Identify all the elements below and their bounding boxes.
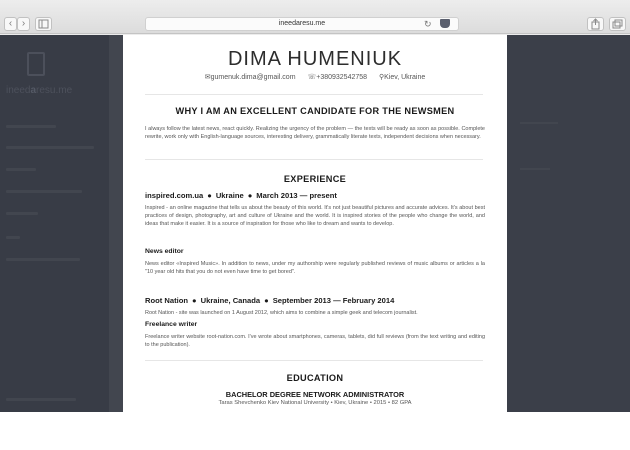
divider [145,360,483,361]
divider [145,159,483,160]
degree-title: BACHELOR DEGREE NETWORK ADMINISTRATOR [225,390,405,399]
resume-document [123,35,507,412]
job-role-text: Freelance writer website root-nation.com. I've wrote about smartphones, cameras, tablets, did full reviews (from the text writing and editing to the publication). [145,334,485,348]
job-role: Freelance writer [145,321,198,328]
degree-details: Taras Shevchenko Kiev National University • Kiev, Ukraine • 2015 • 82 GPA [218,400,412,406]
job-role-text: News editor «Inspired Music». In addition to news, under my authorship were regularly published reviews of music albums or articles a la "10 year old hits that you do not even have time to get bored". [145,261,485,275]
location-text: ⚲Kiev, Ukraine [379,74,426,81]
sidebar-item[interactable] [6,146,94,149]
job-title: Root Nation ● Ukraine, Canada ● September 2013 — February 2014 [145,296,395,305]
sidebar-item[interactable] [6,236,20,239]
sidebar-edge [109,35,123,412]
editor-line [520,122,558,124]
sidebar-brand: ineedaresu.me [6,85,73,96]
why-heading: WHY I AM AN EXCELLENT CANDIDATE FOR THE NEWSMEN [175,106,455,116]
resume-name: DIMA HUMENIUK [227,48,403,70]
editor-line [520,168,550,170]
browser-toolbar [0,0,630,34]
phone-text: ☏+380932542758 [307,74,368,81]
forward-button[interactable]: › [17,17,30,31]
sidebar-item[interactable] [6,125,56,128]
sidebar-item[interactable] [6,168,36,171]
divider [145,94,483,95]
job-description: Root Nation - site was launched on 1 August 2012, which aims to combine a simple geek and telecom journalist. [145,310,418,316]
why-text: I always follow the latest news, react quickly. Realizing the urgency of the problem — the texts will be ready as soon as possible. Complete rewrite, work only with English-language sources, interesting delivery, grammatically literate texts, independent decisions when necessary. [145,126,485,140]
job-title: inspired.com.ua ● Ukraine ● March 2013 — present [145,191,337,200]
sidebar-toggle-icon[interactable] [35,17,52,31]
reload-icon[interactable]: ↻ [424,19,432,29]
job-role: News editor [145,248,184,255]
tabs-icon[interactable] [609,17,626,31]
sidebar-item[interactable] [6,190,82,193]
back-button[interactable]: ‹ [4,17,17,31]
sidebar-item[interactable] [6,258,80,261]
editor-pane [507,35,630,412]
contact-line [123,73,507,81]
share-icon[interactable] [587,17,604,31]
sidebar-item[interactable] [6,398,76,401]
email-link[interactable]: ✉gumenuk.dima@gmail.com [204,74,296,81]
job-description: Inspired - an online magazine that tells us about the beauty of this world. It's not just beautiful pictures and accurate advices. It's about best practices of design, photography, art and culture of Ukraine and the world. It is inspired stories of the people who change the world, and ideas that make it easier. It is a source of inspiration for those who like to dream and wants to develop. [145,205,485,227]
experience-heading: EXPERIENCE [283,174,347,184]
address-bar[interactable]: ineedaresu.me [145,17,459,31]
sidebar-item[interactable] [6,212,38,215]
pocket-icon[interactable] [440,19,450,28]
document-logo-icon [27,52,45,76]
education-heading: EDUCATION [286,373,344,383]
